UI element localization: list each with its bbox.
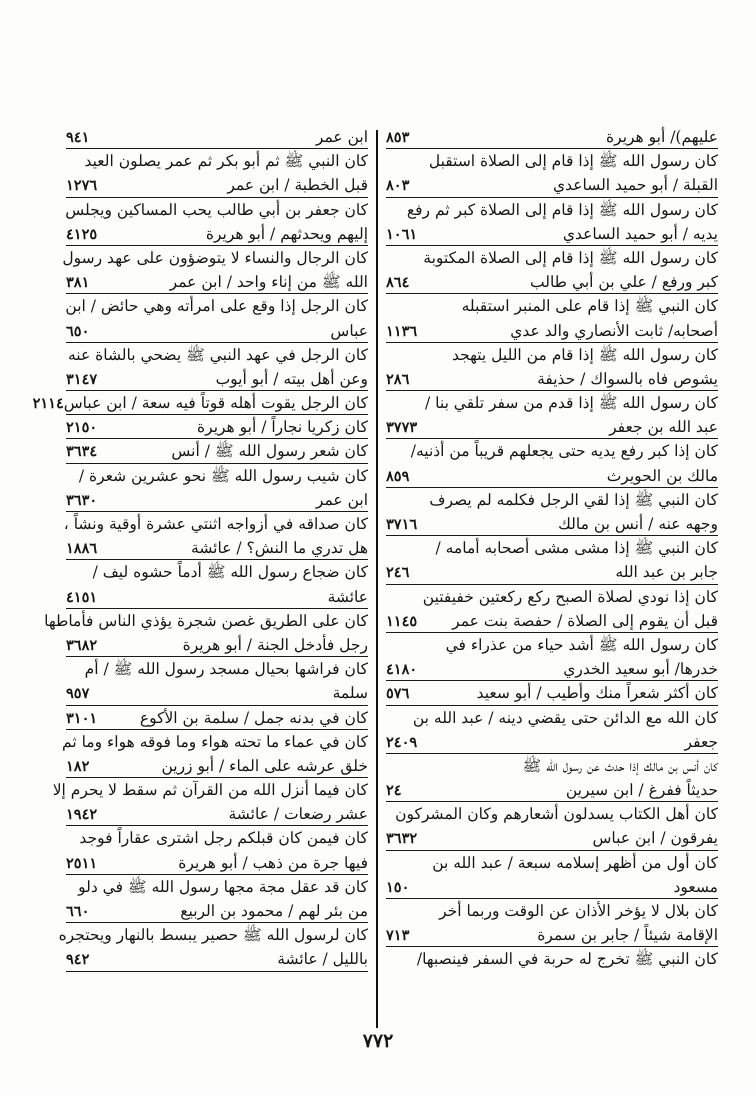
index-entry-line [386,706,718,730]
index-entry-line [386,439,718,463]
index-entry-line [386,415,718,439]
index-entry-line [386,488,718,512]
entry-text: كان أول من أظهر إسلامه سبعة / عبد الله بن [432,853,718,872]
entry-text: كان الله مع الدائن حتى يقضي دينه / عبد الله بن [412,708,718,727]
entry-text: فيها جرة من ذهب / أبو هريرة [178,853,368,872]
index-entry-line [66,198,368,222]
entry-text: عباس [330,321,368,340]
entry-number: ١٨٨٦ [66,540,98,558]
entry-number: ١١٣٦ [386,322,418,340]
index-entry-line [66,633,368,657]
entry-number: ٢٤٦ [386,564,410,582]
index-entry-line [386,802,718,826]
entry-text: كان قد عقل مجة مجها رسول الله ﷺ في دلو [78,877,368,896]
entry-text: كان النبي ﷺ إذا مشى مشى أصحابه أمامه / [435,539,718,558]
entry-number: ٤١٨٠ [386,661,418,679]
entry-text: كان فيمن كان قبلكم رجل اشترى عقاراً فوجد [79,829,368,848]
entry-text: الله ﷺ من إناء واحد / ابن عمر [169,273,368,292]
index-entry-line [386,294,718,318]
entry-number: ٦٥٠ [66,322,90,340]
entry-text: عشر رضعات / عائشة [228,805,368,824]
index-entry-line [66,754,368,778]
index-entry-line [386,585,718,609]
index-entry-line [32,391,368,415]
entry-number: ٣١٤٧ [66,370,98,388]
entry-number: ٩٤٢ [66,951,90,969]
entry-number: ٣٨١ [66,274,90,292]
index-entry-line [386,367,718,391]
entry-text: قبل الخطبة / ابن عمر [227,176,368,195]
index-entry-line [63,512,368,536]
entry-text: كان لرسول الله ﷺ حصير يبسط بالنهار ويحتجره [58,926,368,945]
index-entry-line [58,923,368,947]
entry-text: كان الرجل إذا وقع على امرأته وهي حائض / ابن [65,297,368,316]
entry-text: كان بلال لا يؤخر الأذان عن الوقت وربما أخر [439,902,718,920]
index-entry-line [386,730,718,754]
entry-text: كان إذا كبر رفع يديه حتى يجعلهم قريباً من أذنيه/ [410,442,718,461]
index-entry-line [66,125,368,149]
index-entry-line [386,657,718,681]
index-entry-line [386,536,718,560]
entry-number: ١٠٦١ [386,225,418,243]
index-entry-line [386,681,718,705]
entry-number: ٤١٢٥ [66,225,98,243]
entry-text: كان النبي ﷺ إذا لقي الرجل فكلمه لم يصرف [429,490,718,509]
entry-number: ٣٦٨٢ [66,636,98,654]
entry-text: كان شعر رسول الله ﷺ / أنس [171,442,368,461]
page-number: ٧٧٢ [362,1030,394,1052]
index-entry-line [386,125,718,149]
index-entry-line [386,947,718,971]
index-entry-line [66,270,368,294]
entry-number: ٢١١٤ [32,395,64,413]
entry-text: عبد الله بن جعفر [609,418,718,437]
index-entry-line [386,319,718,343]
entry-text: عليهم)/ أبو هريرة [606,128,718,146]
column-divider [376,130,378,1028]
index-entry-line [386,222,718,246]
index-entry-line [66,415,368,439]
entry-text: بالليل / عائشة [277,950,368,969]
entry-text: عائشة [327,587,368,606]
index-entry-line [66,681,368,705]
index-entry-line [66,826,368,850]
index-entry-line [66,947,368,971]
entry-text: يديه / أبو حميد الساعدي [562,224,718,243]
entry-number: ٣٧١٦ [386,516,418,533]
entry-text: مسعود [673,877,718,896]
entry-text: كان الرجل يقوت أهله قوتاً فيه سعة / ابن عباس [63,394,368,413]
index-entry-line [386,633,718,657]
entry-text: وجهه عنه / أنس بن مالك [558,515,718,533]
entry-text: كان النبي ﷺ إذا قام على المنبر استقبله [461,297,718,316]
index-entry-line [52,778,368,802]
index-entry-line [66,294,368,318]
entry-number: ١٥٠ [386,878,410,896]
index-column-left [32,125,368,972]
entry-text: جابر بن عبد الله [615,563,718,582]
entry-number: ٩٥٧ [66,685,90,703]
index-entry-line [386,754,718,778]
entry-text: كان جعفر بن أبي طالب يحب المساكين ويجلس [65,200,368,219]
index-entry-line [66,802,368,826]
entry-number: ٣١٠١ [66,709,98,727]
entry-text: وعن أهل بيته / أبو أيوب [215,369,368,388]
entry-number: ٨٥٣ [386,129,410,146]
entry-text: كان فيما أنزل الله من القرآن ثم سقط لا يحرم إلا [52,781,368,800]
index-entry-line [386,464,718,488]
entry-text: حديثاً ففرغ / ابن سيرين [565,781,718,800]
entry-text: كان رسول الله ﷺ أشد حياء من عذراء في [445,635,718,654]
index-entry-line [44,609,368,633]
index-entry-line [66,706,368,730]
entry-text: كان أهل الكتاب يسدلون أشعارهم وكان المشركون [395,805,718,824]
entry-number: ٢٤ [386,782,402,800]
entry-number: ٧١٣ [386,927,410,945]
entry-text: كان إذا نودي لصلاة الصبح ركع ركعتين خفيفتين [422,587,718,606]
index-entry-line [386,826,718,850]
entry-text: ابن عمر [315,490,368,509]
entry-text: كان على الطريق غصن شجرة يؤذي الناس فأماطها [44,611,368,630]
index-column-right [386,125,718,972]
entry-text: كان رسول الله ﷺ إذا قدم من سفر تلقي بنا / [425,394,718,413]
entry-text: كان الرجال والنساء لا يتوضؤون على عهد رسول [62,248,368,267]
entry-text: القبلة / أبو حميد الساعدي [553,176,718,195]
entry-text: أصحابه/ ثابت الأنصاري والد عدي [510,321,718,340]
index-entry-line [386,173,718,197]
index-entry-line [66,222,368,246]
entry-number: ٨٥٩ [386,467,410,485]
index-entry-line [386,270,718,294]
index-entry-line [66,536,368,560]
index-entry-line [386,512,718,536]
entry-text: كان رسول الله ﷺ إذا قام إلى الصلاة كبر ثم رفع [406,200,718,219]
index-entry-line [386,149,718,173]
index-entry-line [62,730,368,754]
entry-text: كبر ورفع / علي بن أبي طالب [530,273,718,292]
index-entry-line [66,488,368,512]
entry-text: كان في عماء ما تحته هواء وما فوقه هواء وما ثم [62,732,368,751]
index-entry-line [386,246,718,270]
index-entry-line [66,319,368,343]
entry-text: كان أنس بن مالك إذا حدث عن رسول الله ﷺ [522,756,718,775]
entry-number: ٢٤٠٩ [386,733,418,751]
entry-text: كان ضجاع رسول الله ﷺ أدماً حشوه ليف / [92,563,368,582]
entry-text: ابن عمر [315,128,368,146]
entry-text: رجل فأدخل الجنة / أبو هريرة [182,635,368,654]
index-entry-line [66,173,368,197]
entry-number: ٣٧٧٣ [386,419,418,437]
entry-number: ٨٠٣ [386,177,410,195]
entry-text: كان رسول الله ﷺ إذا قام من الليل يتهجد [451,345,718,364]
entry-text: يفرقون / ابن عباس [592,829,718,848]
index-entry-line [386,560,718,584]
entry-number: ٣٦٣٤ [66,443,98,461]
entry-number: ١٨٢ [66,757,90,775]
index-entry-line [66,149,368,173]
index-entry-line [386,899,718,923]
entry-number: ٢١٥٠ [66,419,98,437]
index-entry-line [386,198,718,222]
index-entry-line [66,585,368,609]
index-entry-line [386,343,718,367]
entry-text: الإقامة شيئاً / جابر بن سمرة [537,926,718,945]
index-entry-line [66,875,368,899]
entry-text: كان رسول الله ﷺ إذا قام إلى الصلاة المكتوبة [423,248,718,267]
entry-text: كان النبي ﷺ ثم أبو بكر ثم عمر يصلون العيد [84,152,368,171]
entry-number: ٨٦٤ [386,274,410,292]
index-entry-line [66,560,368,584]
entry-text: جعفر [684,732,718,751]
index-entry-line [66,439,368,463]
entry-text: كان شيب رسول الله ﷺ نحو عشرين شعرة / [78,466,368,485]
index-entry-line [386,851,718,875]
entry-text: هل تدري ما النش؟ / عائشة [191,539,368,558]
entry-text: خدرها/ أبو سعيد الخدري [563,660,718,679]
entry-number: ٢٨٦ [386,370,410,388]
entry-number: ٩٤١ [66,129,90,146]
index-entry-line [386,923,718,947]
entry-number: ٣٦٣٢ [386,830,418,848]
entry-text: مالك بن الحويرث [606,466,718,485]
entry-number: ١٢٧٦ [66,177,98,195]
entry-number: ٤١٥١ [66,588,98,606]
entry-text: كان أكثر شعراً منك وأطيب / أبو سعيد [476,684,718,703]
entry-text: كان الرجل في عهد النبي ﷺ يضحي بالشاة عنه [67,345,368,364]
index-entry-line [62,246,368,270]
entry-text: يشوص فاه بالسواك / حذيفة [537,369,718,388]
entry-text: إليهم ويحدثهم / أبو هريرة [205,224,368,243]
entry-text: كان النبي ﷺ تخرج له حربة في السفر فينصبها/ [416,950,718,969]
index-entry-line [66,851,368,875]
index-entry-line [386,778,718,802]
entry-number: ١٩٤٢ [66,806,98,824]
entry-number: ٥٧٦ [386,685,410,703]
entry-number: ٦٦٠ [66,903,90,920]
entry-text: كان صداقه في أزواجه اثنتي عشرة أوقية ونشاً ، [63,515,368,533]
index-entry-line [66,657,368,681]
entry-text: كان رسول الله ﷺ إذا قام إلى الصلاة استقبل [428,152,718,171]
index-entry-line [386,875,718,899]
entry-text: كان فراشها بحيال مسجد رسول الله ﷺ / أم [84,660,368,679]
index-entry-line [386,391,718,415]
entry-text: سلمة [332,684,368,703]
index-entry-line [66,367,368,391]
entry-text: كان زكريا نجاراً / أبو هريرة [197,418,368,437]
index-entry-line [66,899,368,923]
index-entry-line [66,464,368,488]
entry-text: خلق عرشه على الماء / أبو زرين [161,756,368,775]
entry-number: ٢٥١١ [66,854,98,872]
index-entry-line [66,343,368,367]
entry-text: قبل أن يقوم إلى الصلاة / حفصة بنت عمر [452,611,718,630]
index-entry-line [386,609,718,633]
entry-text: كان في بدنه جمل / سلمة بن الأكوع [139,708,368,727]
entry-number: ٣٦٣٠ [66,491,98,509]
entry-text: من بئر لهم / محمود بن الربيع [180,902,368,920]
entry-number: ١١٤٥ [386,612,418,630]
